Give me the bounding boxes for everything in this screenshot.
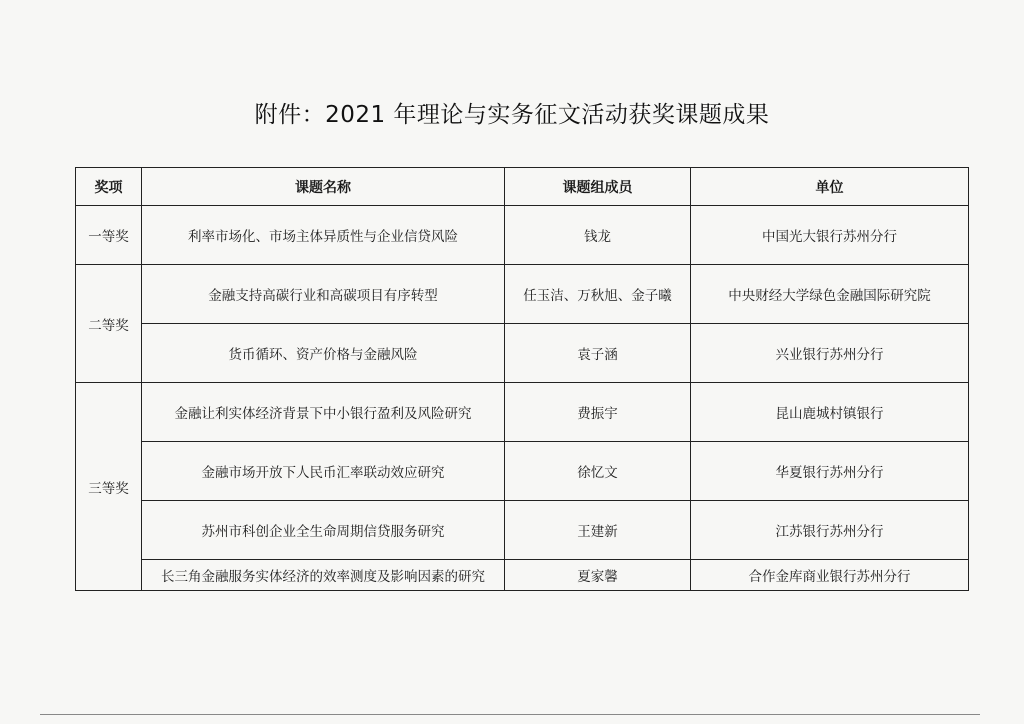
topic-cell: 金融市场开放下人民币汇率联动效应研究: [142, 442, 505, 501]
unit-cell: 昆山鹿城村镇银行: [691, 383, 969, 442]
award-first: 一等奖: [76, 206, 142, 265]
members-cell: 任玉洁、万秋旭、金子曦: [505, 265, 691, 324]
header-topic: 课题名称: [142, 168, 505, 206]
topic-cell: 苏州市科创企业全生命周期信贷服务研究: [142, 501, 505, 560]
award-third: 三等奖: [76, 383, 142, 591]
members-cell: 袁子涵: [505, 324, 691, 383]
unit-cell: 中央财经大学绿色金融国际研究院: [691, 265, 969, 324]
topic-cell: 金融支持高碳行业和高碳项目有序转型: [142, 265, 505, 324]
table-row: [76, 324, 969, 383]
header-members: 课题组成员: [505, 168, 691, 206]
members-cell: 费振宇: [505, 383, 691, 442]
members-cell: 夏家馨: [505, 560, 691, 591]
unit-cell: 华夏银行苏州分行: [691, 442, 969, 501]
members-cell: 徐忆文: [505, 442, 691, 501]
header-award: 奖项: [76, 168, 142, 206]
members-cell: 王建新: [505, 501, 691, 560]
scan-edge-line: [40, 714, 980, 715]
unit-cell: 合作金库商业银行苏州分行: [691, 560, 969, 591]
table-row: [76, 265, 969, 324]
topic-cell: 利率市场化、市场主体异质性与企业信贷风险: [142, 206, 505, 265]
award-second: 二等奖: [76, 265, 142, 383]
table-row: [76, 206, 969, 265]
unit-cell: 中国光大银行苏州分行: [691, 206, 969, 265]
topic-cell: 货币循环、资产价格与金融风险: [142, 324, 505, 383]
table-row: [76, 501, 969, 560]
table-row: [76, 560, 969, 591]
members-cell: 钱龙: [505, 206, 691, 265]
document-title: 附件：2021 年理论与实务征文活动获奖课题成果: [254, 102, 770, 128]
header-unit: 单位: [691, 168, 969, 206]
awards-table: [75, 167, 969, 591]
table-header-row: [76, 168, 969, 206]
unit-cell: 江苏银行苏州分行: [691, 501, 969, 560]
topic-cell: 金融让利实体经济背景下中小银行盈利及风险研究: [142, 383, 505, 442]
table-row: [76, 383, 969, 442]
unit-cell: 兴业银行苏州分行: [691, 324, 969, 383]
topic-cell: 长三角金融服务实体经济的效率测度及影响因素的研究: [142, 560, 505, 591]
table-row: [76, 442, 969, 501]
